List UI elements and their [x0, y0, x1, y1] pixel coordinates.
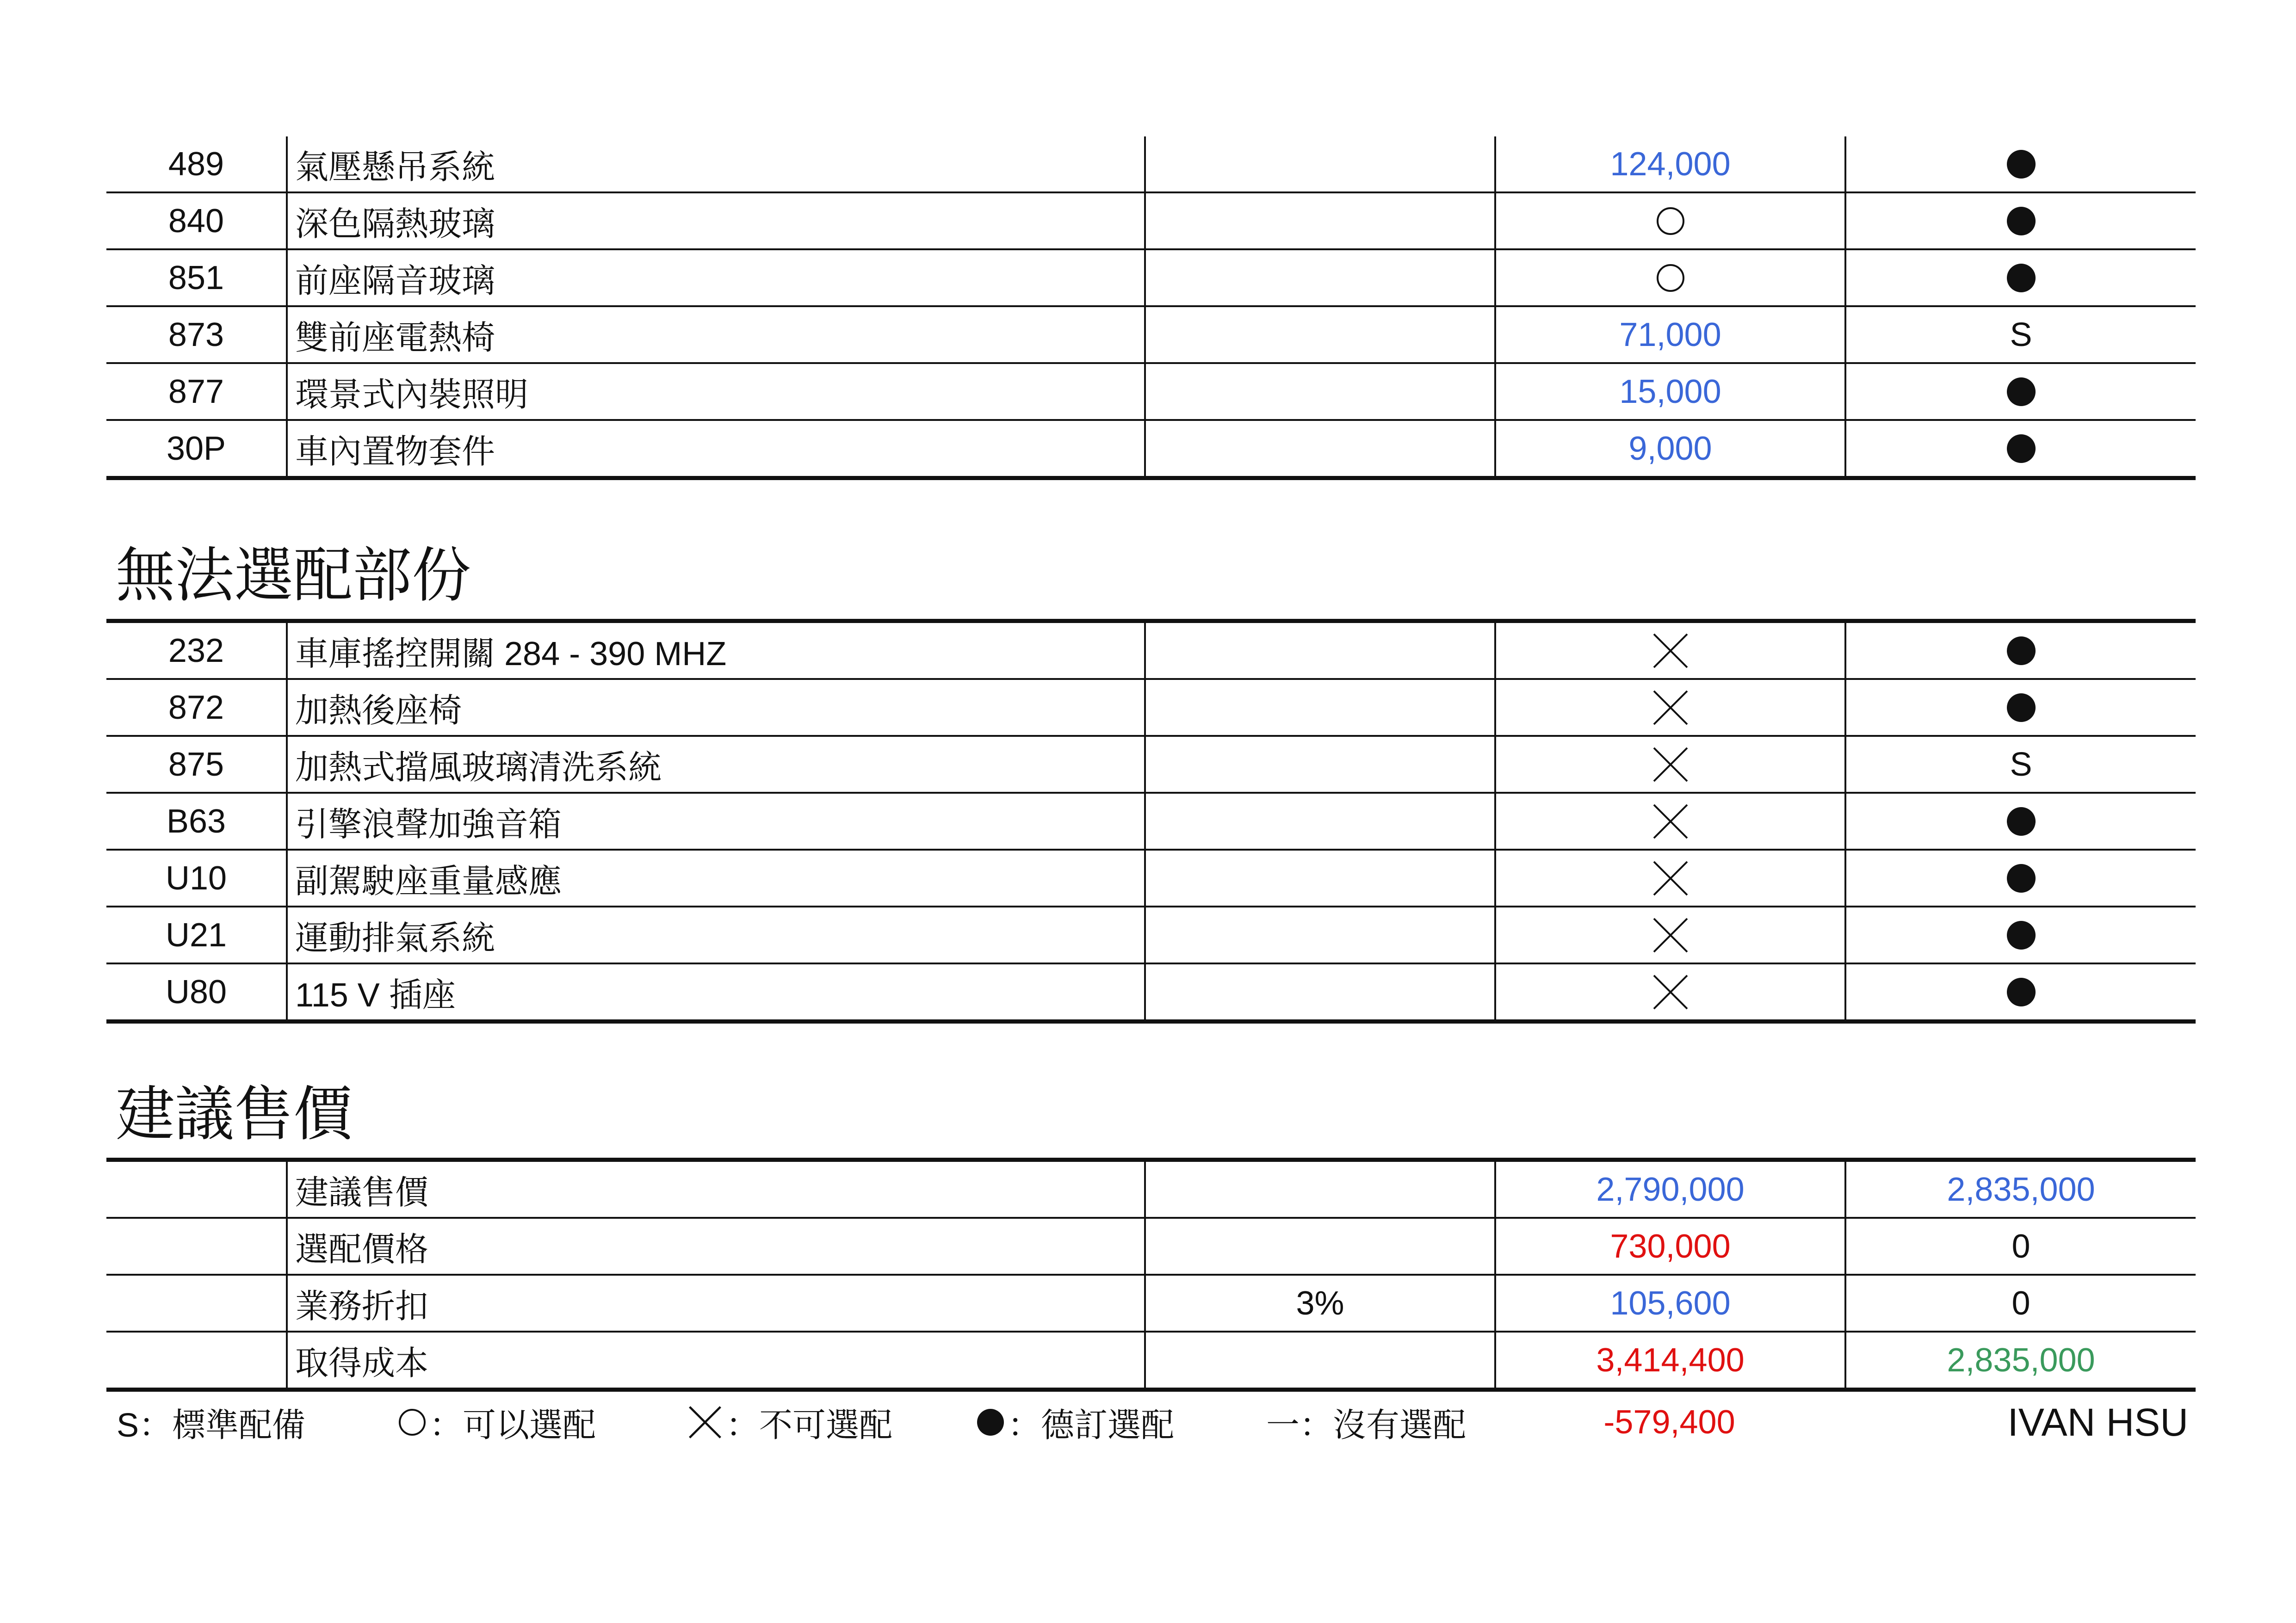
- table-row: [106, 851, 2196, 907]
- option-note: [1144, 623, 1494, 678]
- table-row: [106, 623, 2196, 680]
- option-std: S: [1844, 307, 2196, 362]
- option-code: 30P: [166, 430, 226, 467]
- option-std: [1844, 136, 2196, 191]
- option-name: 車內置物套件: [286, 421, 1144, 476]
- table-row: [106, 1162, 2196, 1219]
- option-code: 875: [168, 746, 224, 783]
- price-label: 選配價格: [286, 1219, 1144, 1274]
- option-note: [1144, 364, 1494, 419]
- option-name: 副駕駛座重量感應: [286, 851, 1144, 906]
- table-row: [106, 1276, 2196, 1333]
- empty-cell: [106, 1333, 286, 1388]
- option-name: 車庫搖控開關 284 - 390 MHZ: [286, 623, 1144, 678]
- legend-german-order: [977, 1390, 1174, 1455]
- option-note: [1144, 136, 1494, 191]
- divider: [106, 1158, 2196, 1162]
- option-code: 873: [168, 316, 224, 353]
- option-price: [1494, 851, 1844, 906]
- black-dot-icon: [2007, 264, 2036, 292]
- section-title: 建議售價: [116, 1081, 353, 1148]
- option-code: 489: [168, 145, 224, 183]
- black-dot-icon: [2007, 921, 2036, 950]
- table-row: [106, 794, 2196, 851]
- legend-not-available: [688, 1390, 892, 1455]
- price-label: 業務折扣: [286, 1276, 1144, 1331]
- option-price: [1494, 964, 1844, 1019]
- option-price: [1494, 737, 1844, 792]
- price-label: 取得成本: [286, 1333, 1144, 1388]
- option-name: 雙前座電熱椅: [286, 307, 1144, 362]
- option-note: [1144, 737, 1494, 792]
- black-dot-icon: [2007, 864, 2036, 893]
- price-label: 建議售價: [286, 1162, 1144, 1217]
- option-std: [1844, 794, 2196, 849]
- option-std: [1844, 193, 2196, 248]
- table-row: [106, 136, 2196, 193]
- legend: [106, 1390, 2196, 1455]
- divider: [106, 619, 2196, 623]
- table-row: [106, 907, 2196, 964]
- option-note: [1144, 964, 1494, 1019]
- option-price: [1494, 193, 1844, 248]
- section-title: 無法選配部份: [116, 543, 471, 609]
- price-note: [1144, 1162, 1494, 1217]
- table-row: [106, 737, 2196, 794]
- table-row: [106, 421, 2196, 480]
- option-code: 232: [168, 632, 224, 669]
- option-name: 前座隔音玻璃: [286, 250, 1144, 305]
- cross-icon: [1652, 632, 1689, 669]
- price-value-a: 105,600: [1494, 1276, 1844, 1331]
- option-name: 運動排氣系統: [286, 907, 1144, 963]
- option-std: [1844, 907, 2196, 963]
- legend-not-available-label: ：不可選配: [726, 1407, 893, 1444]
- price-value-b: 0: [1844, 1219, 2196, 1274]
- option-name: 環景式內裝照明: [286, 364, 1144, 419]
- option-note: [1144, 307, 1494, 362]
- price-difference: -579,400: [1603, 1404, 1735, 1441]
- option-note: [1144, 421, 1494, 476]
- open-circle-icon: [1657, 264, 1684, 292]
- black-dot-icon: [2007, 434, 2036, 463]
- cross-icon: [1652, 860, 1689, 897]
- table-row: [106, 964, 2196, 1024]
- legend-standard: S：標準配備: [117, 1407, 306, 1444]
- price-note: 3%: [1144, 1276, 1494, 1331]
- black-dot-icon: [2007, 693, 2036, 722]
- table-row: [106, 1333, 2196, 1392]
- cross-icon: [688, 1405, 722, 1439]
- option-code: U80: [165, 973, 227, 1011]
- option-std: [1844, 623, 2196, 678]
- open-circle-icon: [1657, 207, 1684, 235]
- price-value-a: 730,000: [1494, 1219, 1844, 1274]
- black-dot-icon: [2007, 207, 2036, 235]
- pricing-section: [106, 1075, 2196, 1390]
- option-code: U10: [165, 859, 227, 897]
- black-dot-icon: [2007, 150, 2036, 179]
- open-circle-icon: [399, 1409, 426, 1436]
- cross-icon: [1652, 689, 1689, 726]
- price-value-a: 2,790,000: [1494, 1162, 1844, 1217]
- option-code: 840: [168, 202, 224, 240]
- empty-cell: [106, 1276, 286, 1331]
- price-note: [1144, 1219, 1494, 1274]
- black-dot-icon: [977, 1409, 1004, 1436]
- table-row: [106, 1219, 2196, 1276]
- legend-german-order-label: ：德訂選配: [1008, 1407, 1175, 1444]
- option-name: 氣壓懸吊系統: [286, 136, 1144, 191]
- cross-icon: [1652, 746, 1689, 783]
- option-price: 71,000: [1494, 307, 1844, 362]
- empty-cell: [106, 1219, 286, 1274]
- table-row: [106, 250, 2196, 307]
- table-row: [106, 307, 2196, 364]
- option-price: [1494, 623, 1844, 678]
- option-std: [1844, 421, 2196, 476]
- option-code: 872: [168, 689, 224, 726]
- option-price: 15,000: [1494, 364, 1844, 419]
- option-std: [1844, 680, 2196, 735]
- author-name: IVAN HSU: [2007, 1400, 2188, 1444]
- cross-icon: [1652, 974, 1689, 1011]
- option-note: [1144, 193, 1494, 248]
- option-name: 115 V 插座: [286, 964, 1144, 1019]
- option-std: [1844, 964, 2196, 1019]
- table-row: [106, 364, 2196, 421]
- option-price: [1494, 907, 1844, 963]
- option-std: S: [1844, 737, 2196, 792]
- option-price: [1494, 680, 1844, 735]
- option-name: 引擎浪聲加強音箱: [286, 794, 1144, 849]
- option-code: 851: [168, 259, 224, 296]
- table-row: [106, 680, 2196, 737]
- legend-none: 一：沒有選配: [1266, 1407, 1467, 1444]
- black-dot-icon: [2007, 377, 2036, 406]
- price-value-b: 0: [1844, 1276, 2196, 1331]
- option-note: [1144, 250, 1494, 305]
- option-name: 加熱式擋風玻璃清洗系統: [286, 737, 1144, 792]
- option-note: [1144, 680, 1494, 735]
- option-name: 加熱後座椅: [286, 680, 1144, 735]
- option-price: 124,000: [1494, 136, 1844, 191]
- price-value-b: 2,835,000: [1844, 1333, 2196, 1388]
- option-name: 深色隔熱玻璃: [286, 193, 1144, 248]
- table-row: [106, 193, 2196, 250]
- option-std: [1844, 250, 2196, 305]
- option-code: 877: [168, 373, 224, 410]
- option-std: [1844, 851, 2196, 906]
- black-dot-icon: [2007, 978, 2036, 1006]
- option-note: [1144, 851, 1494, 906]
- price-note: [1144, 1333, 1494, 1388]
- black-dot-icon: [2007, 807, 2036, 836]
- option-code: U21: [165, 916, 227, 954]
- option-price: 9,000: [1494, 421, 1844, 476]
- empty-cell: [106, 1162, 286, 1217]
- option-note: [1144, 907, 1494, 963]
- price-value-a: 3,414,400: [1494, 1333, 1844, 1388]
- option-std: [1844, 364, 2196, 419]
- price-value-b: 2,835,000: [1844, 1162, 2196, 1217]
- option-code: B63: [166, 802, 226, 840]
- option-price: [1494, 250, 1844, 305]
- option-price: [1494, 794, 1844, 849]
- legend-optional-label: ：可以選配: [429, 1407, 596, 1444]
- black-dot-icon: [2007, 636, 2036, 665]
- cross-icon: [1652, 803, 1689, 840]
- option-note: [1144, 794, 1494, 849]
- unavailable-section: [106, 537, 2196, 1027]
- legend-optional: [399, 1390, 596, 1455]
- cross-icon: [1652, 917, 1689, 954]
